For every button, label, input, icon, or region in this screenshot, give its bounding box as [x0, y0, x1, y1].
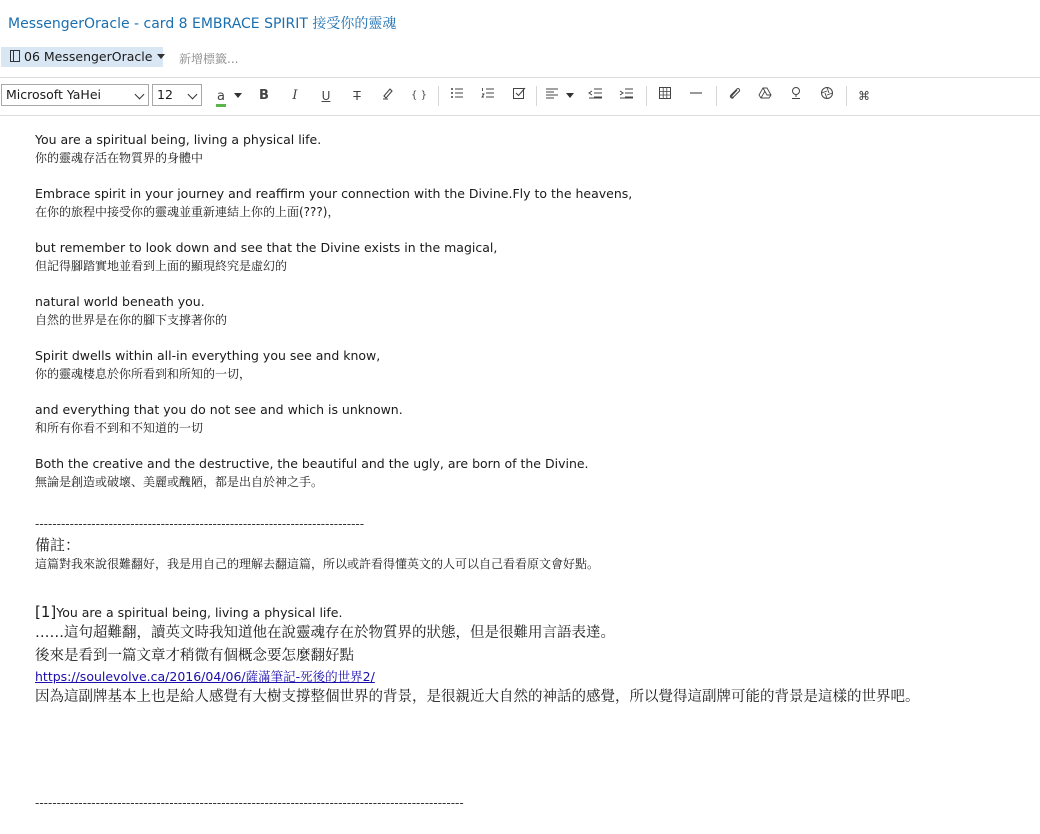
paragraph	[35, 293, 1025, 329]
shortcut-button[interactable]: ⌘	[858, 89, 870, 103]
window-title: MessengerOracle - card 8 EMBRACE SPIRIT 接受你的靈魂	[8, 16, 397, 32]
strikethrough-button[interactable]: T	[353, 89, 361, 103]
numbered-list-button[interactable]	[480, 86, 496, 106]
divider-line: ---------------------------------------------------------------------------------------------------	[35, 796, 464, 810]
paragraph	[35, 455, 1025, 491]
add-tag-input[interactable]: 新增標籤...	[179, 52, 239, 66]
notebook-name: 06 MessengerOracle	[24, 49, 153, 64]
outdent-button[interactable]	[587, 86, 603, 106]
chevron-down-icon	[157, 54, 165, 59]
paragraph	[35, 131, 1025, 167]
location-pin-icon	[789, 86, 803, 100]
english-line: Embrace spirit in your journey and reaffirm your connection with the Divine.Fly to the heavens,	[35, 186, 633, 201]
chinese-line: 無論是創造或破壞、美麗或醜陋，都是出自於神之手。	[35, 475, 324, 489]
indent-icon	[619, 86, 634, 100]
note-description: 這篇對我來說很難翻好，我是用自己的理解去翻這篇，所以或許看得懂英文的人可以自己看看原文會好點。	[35, 557, 600, 571]
chevron-down-icon	[135, 90, 145, 100]
font-size-value: 12	[157, 87, 173, 102]
toolbar-divider	[536, 86, 537, 106]
english-line: natural world beneath you.	[35, 294, 205, 309]
camera-button[interactable]	[819, 86, 835, 106]
drive-button[interactable]	[757, 86, 773, 106]
aperture-icon	[820, 86, 834, 100]
chevron-down-icon	[566, 93, 574, 98]
toolbar-divider	[846, 86, 847, 106]
notebook-bar	[0, 47, 1040, 67]
checkbox-icon	[512, 86, 526, 100]
toolbar-divider	[646, 86, 647, 106]
reference-link[interactable]: https://soulevolve.ca/2016/04/06/薩滿筆記-死後的世界2/	[35, 669, 375, 684]
bold-button[interactable]: B	[259, 88, 269, 103]
align-button[interactable]	[544, 86, 560, 106]
notebook-selector[interactable]	[1, 47, 163, 67]
chinese-line: 在你的旅程中接受你的靈魂並重新連結上你的上面(???)，	[35, 205, 340, 219]
horizontal-rule-icon	[689, 86, 703, 100]
horizontal-rule-button[interactable]	[688, 86, 704, 106]
chinese-line: 自然的世界是在你的腳下支撐著你的	[35, 313, 228, 327]
note-body[interactable]	[35, 131, 1025, 812]
english-line: and everything that you do not see and which is unknown.	[35, 402, 403, 417]
english-line: but remember to look down and see that the Divine exists in the magical,	[35, 240, 498, 255]
font-color-icon: a	[216, 89, 226, 107]
font-size-select[interactable]	[152, 84, 202, 106]
reference-comment: 後來是看到一篇文章才稍微有個概念要怎麼翻好點	[35, 648, 354, 664]
underline-button[interactable]: U	[321, 89, 331, 103]
font-color-dropdown[interactable]	[233, 86, 243, 106]
chevron-down-icon	[188, 90, 198, 100]
reference-text: You are a spiritual being, living a physical life.	[56, 605, 343, 620]
bullet-list-icon	[450, 86, 464, 100]
highlighter-icon	[381, 86, 395, 100]
chinese-line: 你的靈魂棲息於你所看到和所知的一切，	[35, 367, 252, 381]
code-button[interactable]: { }	[411, 90, 427, 101]
toolbar-divider	[716, 86, 717, 106]
paragraph	[35, 401, 1025, 437]
paragraph	[35, 347, 1025, 383]
bullet-list-button[interactable]	[449, 86, 465, 106]
location-button[interactable]	[788, 86, 804, 106]
english-line: You are a spiritual being, living a physical life.	[35, 132, 322, 147]
toolbar-divider	[438, 86, 439, 106]
numbered-list-icon	[481, 86, 495, 100]
font-family-value: Microsoft YaHei	[6, 87, 101, 102]
highlight-button[interactable]	[380, 86, 396, 106]
checklist-button[interactable]	[511, 86, 527, 106]
chinese-line: 你的靈魂存活在物質界的身體中	[35, 151, 204, 165]
paragraph	[35, 185, 1025, 221]
italic-button[interactable]: I	[292, 88, 298, 103]
indent-button[interactable]	[618, 86, 634, 106]
english-line: Both the creative and the destructive, the beautiful and the ugly, are born of the Divine.	[35, 456, 589, 471]
font-color-button[interactable]	[211, 86, 231, 106]
table-icon	[658, 86, 672, 100]
outdent-icon	[588, 86, 603, 100]
divider-line: ----------------------------------------------------------------------------	[35, 517, 365, 531]
insert-table-button[interactable]	[657, 86, 673, 106]
align-dropdown[interactable]	[565, 86, 575, 106]
reference-number: [1]	[35, 603, 57, 621]
paragraph	[35, 239, 1025, 275]
reference-comment: 因為這副牌基本上也是給人感覺有大樹支撐整個世界的背景，是很親近大自然的神話的感覺，所以覺得這副牌可能的背景是這樣的世界吧。	[35, 689, 920, 705]
note-heading: 備註：	[35, 536, 81, 554]
paperclip-icon	[727, 86, 741, 100]
chinese-line: 和所有你看不到和不知道的一切	[35, 421, 204, 435]
reference-comment: ……這句超難翻，讀英文時我知道他在說靈魂存在於物質界的狀態，但是很難用言語表達。	[35, 625, 615, 641]
font-family-select[interactable]	[1, 84, 149, 106]
attach-button[interactable]	[726, 86, 742, 106]
chinese-line: 但記得腳踏實地並看到上面的顯現終究是虛幻的	[35, 259, 288, 273]
english-line: Spirit dwells within all-in everything you see and know,	[35, 348, 381, 363]
align-left-icon	[545, 86, 559, 100]
chevron-down-icon	[234, 93, 242, 98]
formatting-toolbar	[0, 77, 1040, 116]
drive-icon	[758, 86, 772, 100]
reference-line	[35, 603, 1025, 622]
notebook-icon	[10, 50, 20, 62]
